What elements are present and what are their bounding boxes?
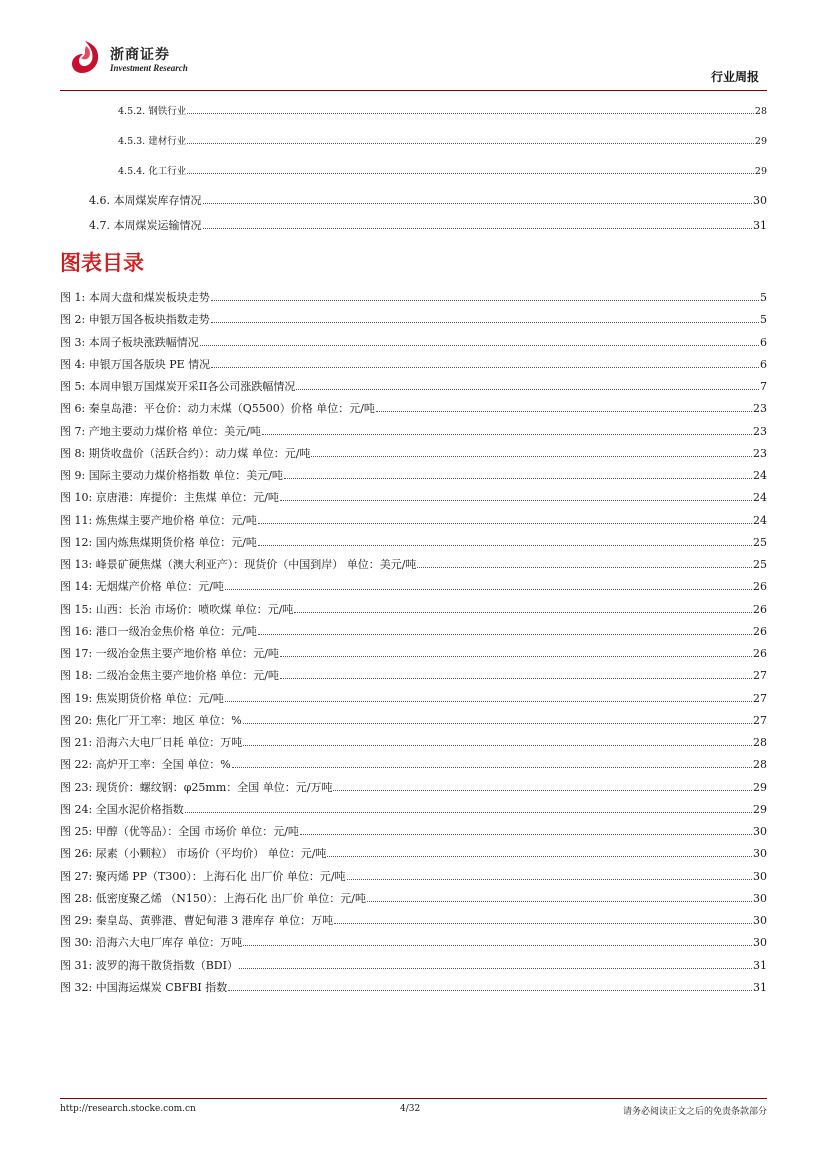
- figure-entry-page: 26: [753, 624, 767, 638]
- leader-dots: [376, 411, 752, 412]
- figure-entry-label: 图 19: 焦炭期货价格 单位：元/吨: [60, 691, 224, 705]
- figure-entry-label: 图 18: 二级冶金焦主要产地价格 单位：元/吨: [60, 669, 279, 683]
- figure-entry-label: 图 12: 国内炼焦煤期货价格 单位：元/吨: [60, 535, 257, 549]
- figure-entry[interactable]: [60, 623, 767, 641]
- figure-entry-label: 图 24: 全国水泥价格指数: [60, 802, 184, 816]
- figure-entry[interactable]: [60, 957, 767, 975]
- figure-entry-page: 30: [753, 914, 767, 927]
- figure-entry[interactable]: [60, 578, 767, 596]
- leader-dots: [284, 478, 752, 479]
- figure-entry-label: 图 11: 炼焦煤主要产地价格 单位：元/吨: [60, 513, 257, 527]
- leader-dots: [200, 345, 759, 346]
- figure-entry-page: 30: [753, 891, 767, 905]
- leader-dots: [211, 300, 759, 301]
- figure-entry-label: 图 1: 本周大盘和煤炭板块走势: [60, 291, 210, 304]
- toc-entry[interactable]: 4.7. 本周煤炭运输情况 31: [89, 219, 767, 232]
- leader-dots: [211, 322, 759, 323]
- leader-dots: [243, 745, 752, 746]
- leader-dots: [280, 678, 752, 679]
- leader-dots: [258, 545, 752, 546]
- page-header: [60, 40, 767, 88]
- figure-entry[interactable]: [60, 734, 767, 752]
- figure-entry-page: 7: [760, 380, 767, 393]
- figure-entry[interactable]: [60, 845, 767, 863]
- figure-entry-page: 25: [753, 535, 767, 549]
- leader-dots: [296, 389, 759, 390]
- figure-entry[interactable]: [60, 423, 767, 441]
- figure-entry-label: 图 6: 秦皇岛港：平仓价：动力末煤（Q5500）价格 单位：元/吨: [60, 402, 375, 416]
- figure-entry[interactable]: [60, 979, 767, 997]
- figure-entry-page: 30: [753, 847, 767, 861]
- figure-entry-label: 图 16: 港口一级冶金焦价格 单位：元/吨: [60, 624, 257, 638]
- figure-entry[interactable]: [60, 489, 767, 507]
- figure-entry-label: 图 21: 沿海六大电厂日耗 单位：万吨: [60, 736, 243, 749]
- figure-entry-page: 25: [753, 558, 767, 571]
- toc-entry[interactable]: 4.5.2. 钢铁行业 28: [118, 106, 767, 117]
- figure-entry-label: 图 22: 高炉开工率：全国 单位：%: [60, 758, 231, 772]
- footer-url[interactable]: http://research.stocke.com.cn: [60, 1104, 196, 1114]
- leader-dots: [258, 523, 752, 524]
- leader-dots: [347, 879, 752, 880]
- figure-entry[interactable]: [60, 445, 767, 463]
- figure-entry[interactable]: [60, 712, 767, 730]
- figure-entry-page: 30: [753, 936, 767, 950]
- figure-entry-label: 图 14: 无烟煤产价格 单位：元/吨: [60, 580, 224, 594]
- figure-entry-page: 27: [753, 691, 767, 705]
- figure-entry-page: 27: [753, 669, 767, 683]
- figure-entry[interactable]: [60, 601, 767, 619]
- leader-dots: [417, 567, 752, 568]
- brand-subtitle: Investment Research: [110, 63, 188, 73]
- toc-entry[interactable]: 4.5.4. 化工行业 29: [118, 166, 767, 177]
- figure-entry[interactable]: [60, 556, 767, 574]
- leader-dots: [311, 456, 752, 457]
- figure-entry-label: 图 9: 国际主要动力煤价格指数 单位：美元/吨: [60, 469, 283, 482]
- figure-entry-label: 图 3: 本周子板块涨跌幅情况: [60, 335, 199, 349]
- header-divider: [60, 90, 767, 91]
- leader-dots: [239, 968, 752, 969]
- figure-entry-label: 图 13: 峰景矿硬焦煤（澳大利亚产）：现货价（中国到岸） 单位：美元/吨: [60, 558, 417, 571]
- figure-entry[interactable]: [60, 912, 767, 930]
- figure-entry[interactable]: [60, 356, 767, 374]
- figure-entry-label: 图 8: 期货收盘价（活跃合约）：动力煤 单位：元/吨: [60, 446, 311, 460]
- figure-entry-label: 图 32: 中国海运煤炭 CBFBI 指数: [60, 980, 228, 994]
- leader-dots: [225, 589, 752, 590]
- figure-entry-label: 图 25: 甲醇（优等品）：全国 市场价 单位：元/吨: [60, 825, 299, 838]
- figure-entry-page: 23: [753, 402, 767, 416]
- brand-logo-icon: [70, 40, 100, 74]
- figure-entry[interactable]: [60, 645, 767, 663]
- leader-dots: [262, 434, 752, 435]
- figure-entry[interactable]: [60, 467, 767, 485]
- toc-entry[interactable]: 4.5.3. 建材行业 29: [118, 136, 767, 147]
- toc-entry[interactable]: 4.6. 本周煤炭库存情况 30: [89, 194, 767, 207]
- figure-entry-page: 28: [753, 758, 767, 772]
- figure-entry[interactable]: [60, 311, 767, 329]
- figure-entry-page: 29: [753, 780, 767, 794]
- figure-entry[interactable]: [60, 801, 767, 819]
- leader-dots: [243, 945, 752, 946]
- figure-entry[interactable]: [60, 512, 767, 530]
- leader-dots: [232, 767, 752, 768]
- figure-entry-page: 29: [753, 802, 767, 816]
- figure-entry-page: 6: [760, 357, 767, 371]
- figure-entry-page: 24: [753, 469, 767, 482]
- figure-entry[interactable]: [60, 690, 767, 708]
- leader-dots: [228, 990, 752, 991]
- figure-entry-label: 图 30: 沿海六大电厂库存 单位：万吨: [60, 936, 243, 950]
- footer-divider: [60, 1098, 767, 1099]
- leader-dots: [280, 656, 752, 657]
- figure-entry-label: 图 10: 京唐港：库提价：主焦煤 单位：元/吨: [60, 491, 279, 505]
- figure-entry-label: 图 4: 申银万国各版块 PE 情况: [60, 357, 211, 371]
- figure-entry[interactable]: [60, 334, 767, 352]
- figure-entry-page: 5: [760, 313, 767, 327]
- figure-entry-label: 图 27: 聚丙烯 PP（T300）：上海石化 出厂价 单位：元/吨: [60, 869, 346, 883]
- leader-dots: [367, 901, 752, 902]
- figure-entry-page: 28: [753, 736, 767, 749]
- leader-dots: [258, 634, 752, 635]
- figure-entry-label: 图 17: 一级冶金焦主要产地价格 单位：元/吨: [60, 647, 279, 660]
- leader-dots: [211, 367, 759, 368]
- figure-entry-label: 图 31: 波罗的海干散货指数（BDI）: [60, 958, 238, 972]
- figure-entry-page: 24: [753, 513, 767, 527]
- leader-dots: [300, 834, 752, 835]
- figure-entry[interactable]: [60, 890, 767, 908]
- figure-entry-page: 26: [753, 647, 767, 660]
- figure-entry[interactable]: [60, 378, 767, 396]
- figure-entry-page: 26: [753, 602, 767, 616]
- footer-page-number: 4/32: [400, 1104, 421, 1114]
- figure-entry-page: 26: [753, 580, 767, 594]
- figures-title: 图表目录: [60, 251, 144, 275]
- figure-entry-label: 图 26: 尿素（小颗粒） 市场价（平均价） 单位：元/吨: [60, 847, 327, 861]
- figure-entry-page: 5: [760, 291, 767, 304]
- figure-entry[interactable]: [60, 934, 767, 952]
- figure-entry-page: 23: [753, 446, 767, 460]
- figure-entry-label: 图 5: 本周申银万国煤炭开采II各公司涨跌幅情况: [60, 380, 296, 393]
- leader-dots: [334, 923, 752, 924]
- figure-entry[interactable]: [60, 667, 767, 685]
- figure-entry-page: 24: [753, 491, 767, 505]
- doc-type-label: 行业周报: [710, 70, 759, 84]
- figure-entry[interactable]: [60, 823, 767, 841]
- figure-entry[interactable]: [60, 756, 767, 774]
- brand-name: 浙商证券: [110, 47, 170, 63]
- leader-dots: [327, 856, 752, 857]
- figure-entry-page: 27: [753, 713, 767, 727]
- figure-entry-page: 31: [753, 958, 767, 972]
- figure-entry[interactable]: [60, 534, 767, 552]
- figure-entry-label: 图 15: 山西：长治 市场价：喷吹煤 单位：元/吨: [60, 602, 294, 616]
- leader-dots: [225, 701, 752, 702]
- leader-dots: [294, 612, 752, 613]
- figure-entry[interactable]: [60, 400, 767, 418]
- figure-entry-page: 30: [753, 869, 767, 883]
- figure-entry-page: 30: [753, 825, 767, 838]
- figure-entry-label: 图 7: 产地主要动力煤价格 单位：美元/吨: [60, 424, 261, 438]
- footer-disclaimer: 请务必阅读正文之后的免责条款部分: [622, 1107, 767, 1117]
- figure-entry[interactable]: [60, 289, 767, 307]
- leader-dots: [333, 790, 752, 791]
- figure-entry-label: 图 28: 低密度聚乙烯 （N150）：上海石化 出厂价 单位：元/吨: [60, 891, 367, 905]
- figure-entry-label: 图 23: 现货价：螺纹钢：φ25mm：全国 单位：元/万吨: [60, 780, 333, 794]
- figure-entry-page: 6: [760, 335, 767, 349]
- leader-dots: [280, 500, 752, 501]
- figure-entry-label: 图 29: 秦皇岛、黄骅港、曹妃甸港 3 港库存 单位：万吨: [60, 914, 334, 927]
- figure-entry-label: 图 20: 焦化厂开工率：地区 单位：%: [60, 713, 242, 727]
- figure-entry[interactable]: [60, 779, 767, 797]
- figure-entry-page: 23: [753, 424, 767, 438]
- figure-entry-page: 31: [753, 980, 767, 994]
- figure-entry-label: 图 2: 申银万国各板块指数走势: [60, 313, 210, 327]
- leader-dots: [243, 723, 752, 724]
- figure-entry[interactable]: [60, 868, 767, 886]
- leader-dots: [185, 812, 752, 813]
